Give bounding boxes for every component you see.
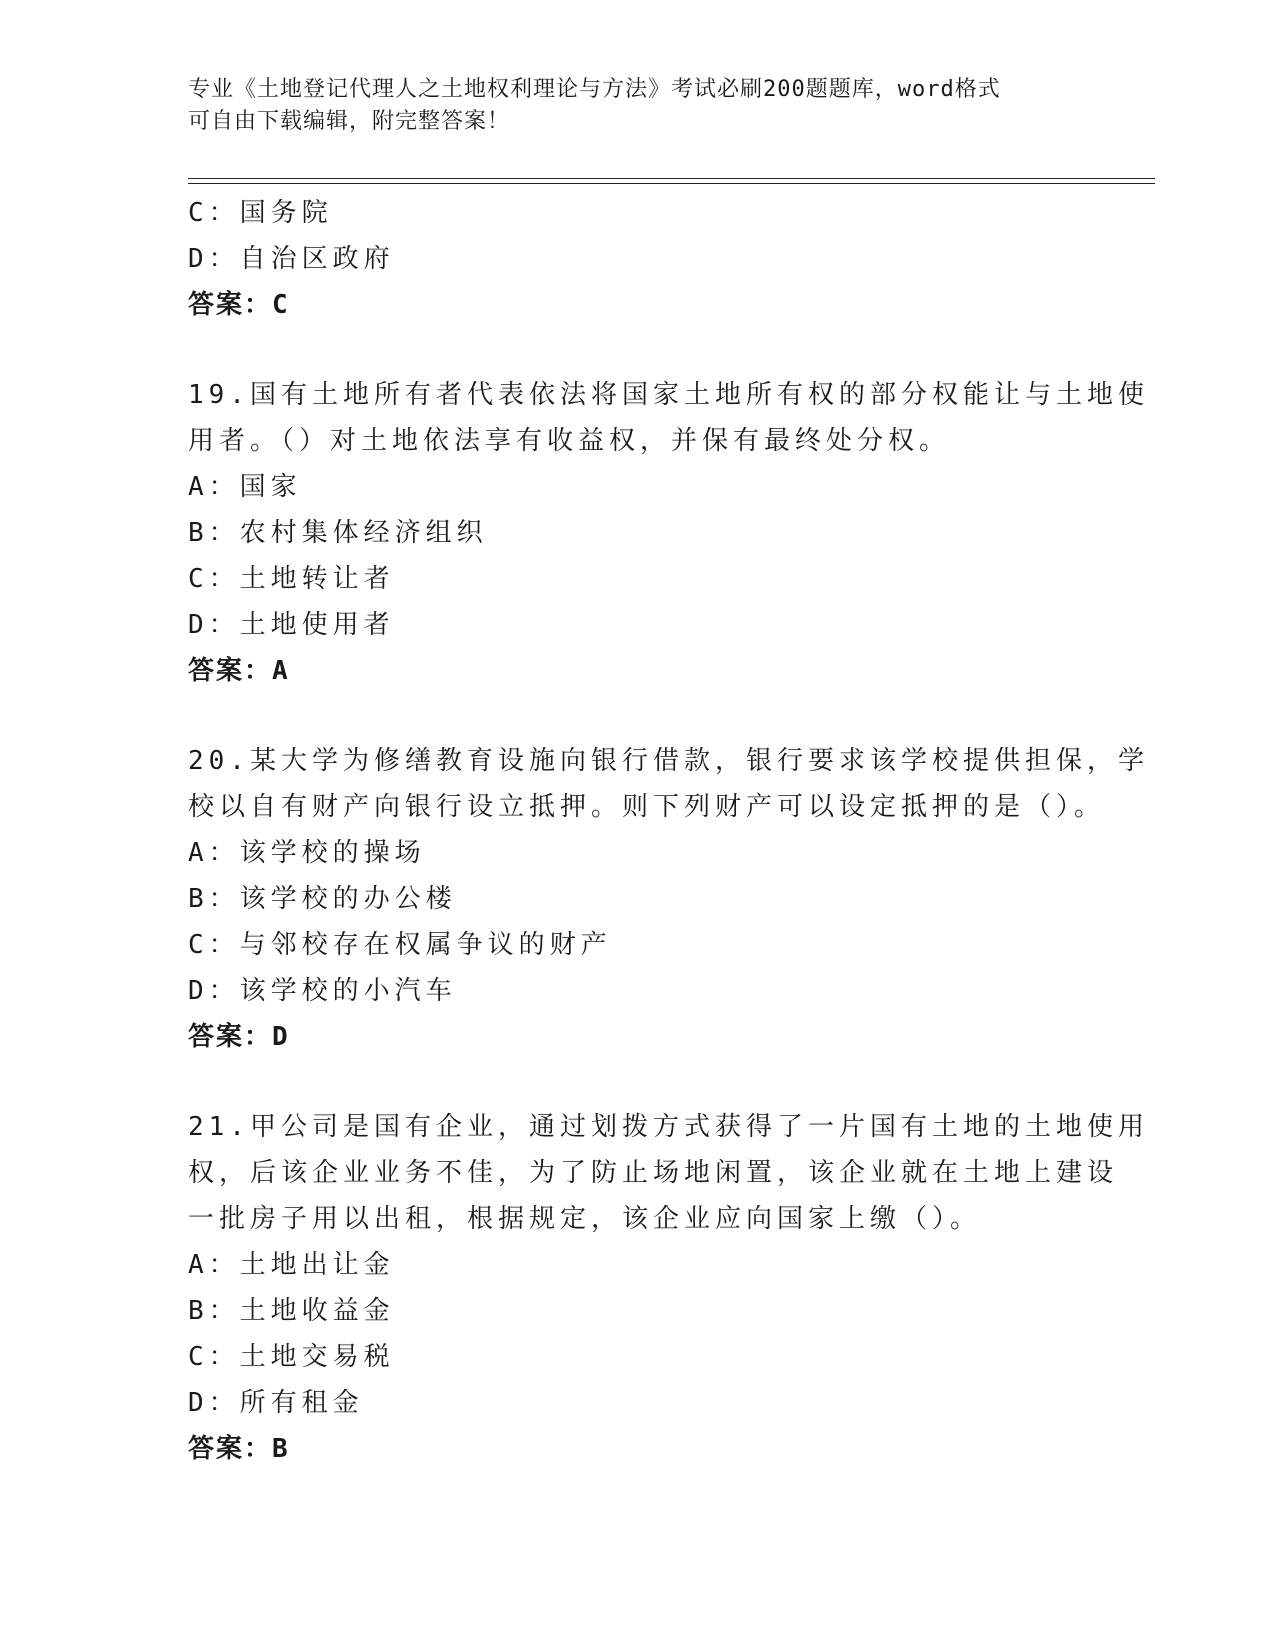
question-20	[188, 738, 1149, 1060]
question-stem-line: 校以自有财产向银行设立抵押。则下列财产可以设定抵押的是（）。	[188, 792, 1106, 822]
question-spacer	[188, 1060, 1088, 1104]
option-d: D：土地使用者	[188, 610, 395, 640]
question-spacer	[188, 694, 1088, 738]
question-stem-line: 权，后该企业业务不佳，为了防止场地闲置，该企业就在土地上建设	[188, 1158, 1119, 1188]
question-21	[188, 1104, 1149, 1472]
question-stem-line: 19.国有土地所有者代表依法将国家土地所有权的部分权能让与土地使	[188, 380, 1149, 410]
question-stem-line: 20.某大学为修缮教育设施向银行借款，银行要求该学校提供担保，学	[188, 746, 1149, 776]
option-d: D：自治区政府	[188, 244, 395, 274]
answer-label: 答案：B	[188, 1434, 290, 1464]
header-title-line-2: 可自由下载编辑，附完整答案！	[188, 109, 511, 134]
option-d: D：所有租金	[188, 1388, 364, 1418]
option-c: C：国务院	[188, 198, 333, 228]
answer-label: 答案：D	[188, 1022, 290, 1052]
answer-label: 答案：A	[188, 656, 290, 686]
header-divider-top	[188, 178, 1155, 179]
option-b: B：农村集体经济组织	[188, 518, 488, 548]
option-a: A：土地出让金	[188, 1250, 395, 1280]
question-19	[188, 372, 1149, 694]
option-a: A：该学校的操场	[188, 838, 426, 868]
option-c: C：土地转让者	[188, 564, 395, 594]
header-divider-bottom	[188, 183, 1155, 184]
option-a: A：国家	[188, 472, 302, 502]
option-c: C：与邻校存在权属争议的财产	[188, 930, 612, 960]
answer-label: 答案：C	[188, 290, 290, 320]
header-title-line-1: 专业《土地登记代理人之土地权利理论与方法》考试必刷200题题库，word格式	[188, 77, 1001, 102]
option-c: C：土地交易税	[188, 1342, 395, 1372]
option-b: B：土地收益金	[188, 1296, 395, 1326]
question-stem-line: 用者。（）对土地依法享有收益权，并保有最终处分权。	[188, 426, 951, 456]
option-d: D：该学校的小汽车	[188, 976, 457, 1006]
option-b: B：该学校的办公楼	[188, 884, 457, 914]
previous-question-tail	[188, 190, 1088, 328]
question-stem-line: 21.甲公司是国有企业，通过划拨方式获得了一片国有土地的土地使用	[188, 1112, 1149, 1142]
question-spacer	[188, 328, 1088, 372]
question-list	[188, 190, 1149, 1472]
document-header	[188, 74, 1068, 138]
question-stem-line: 一批房子用以出租，根据规定，该企业应向国家上缴（）。	[188, 1204, 982, 1234]
